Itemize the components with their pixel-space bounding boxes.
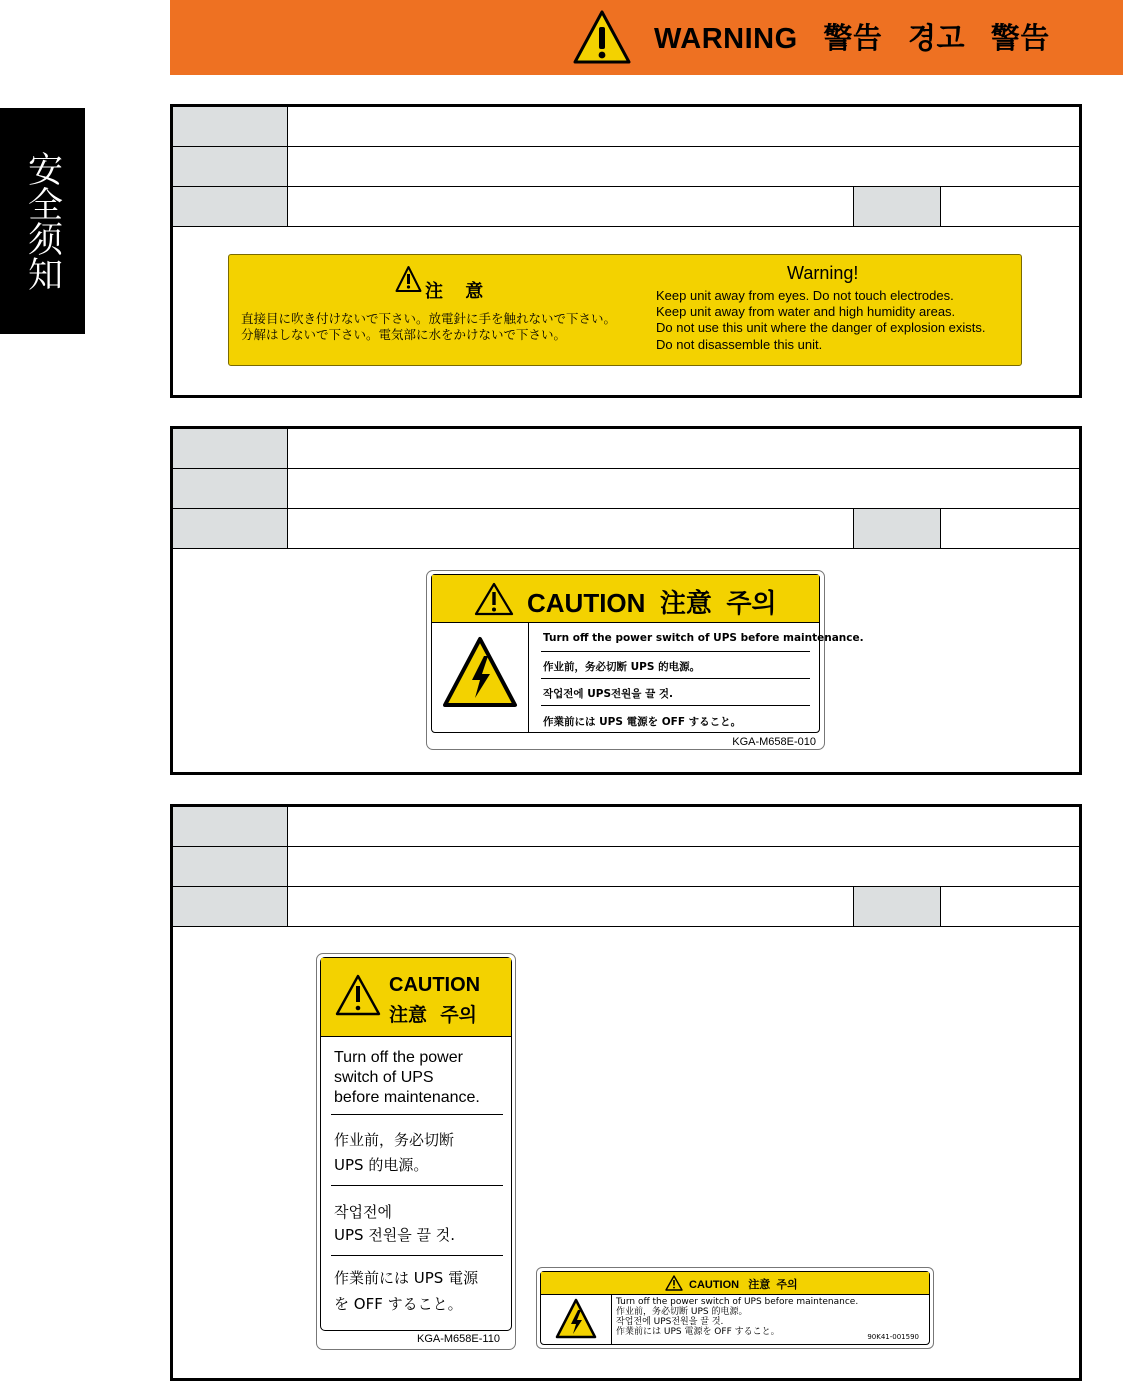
- label-text-en: Do not disassemble this unit.: [656, 337, 823, 352]
- row-label-cell: [173, 107, 288, 146]
- caution-text-jp: 作業前には UPS 電源を OFF すること。: [616, 1327, 780, 1337]
- caution-text-cn: 作业前，务必切断 UPS 的电源。: [543, 661, 701, 673]
- label-text-en: Keep unit away from water and high humidity areas.: [656, 304, 956, 319]
- label-text-en: Do not use this unit where the danger of explosion exists.: [656, 320, 986, 335]
- warning-triangle-icon: [335, 974, 381, 1016]
- caution-title: CAUTION 注意 주의: [527, 588, 777, 618]
- row-label-cell: [173, 509, 288, 548]
- warning-label-yellow: [228, 254, 1022, 366]
- label-part-number: KGA-M658E-010: [732, 736, 816, 748]
- section-tab: 安全须知: [0, 108, 85, 334]
- row-label-cell: [173, 429, 288, 468]
- warning-triangle-icon: [665, 1275, 683, 1291]
- caution-text-cn: 作业前，务必切断: [334, 1131, 455, 1149]
- banner-title: WARNING 警告 경고 警告: [654, 23, 1050, 55]
- info-row: [173, 469, 1079, 509]
- label-part-number: KGA-M658E-110: [417, 1333, 500, 1345]
- row-label-cell: [853, 187, 941, 226]
- label-text-en: Keep unit away from eyes. Do not touch electrodes.: [656, 288, 954, 303]
- row-label-cell: [173, 847, 288, 886]
- warning-triangle-icon: [395, 265, 422, 293]
- caution-text-en: switch of UPS: [334, 1069, 434, 1086]
- label-title-en: Warning!: [787, 263, 859, 283]
- caution-label-wide: [426, 570, 864, 750]
- row-label-cell: [173, 469, 288, 508]
- caution-title: CAUTION 注意 주의: [689, 1279, 798, 1291]
- info-row: [173, 807, 1079, 847]
- caution-text-cn: 作业前，务必切断 UPS 的电源。: [616, 1307, 748, 1317]
- warning-banner: [170, 0, 1123, 75]
- info-row: [173, 429, 1079, 469]
- caution-text-kr: UPS 전원을 끌 것.: [334, 1226, 456, 1244]
- caution-text-kr: 작업전에: [334, 1203, 392, 1221]
- warning-triangle-icon: [572, 9, 632, 65]
- row-label-cell: [173, 807, 288, 846]
- caution-text-kr: 작업전에 UPS전원을 끌 것.: [543, 688, 674, 700]
- caution-text-jp: 作業前には UPS 電源: [334, 1269, 479, 1287]
- electric-hazard-cell: [541, 1295, 612, 1344]
- caution-label-small: [536, 1267, 934, 1349]
- info-row: [173, 887, 1079, 927]
- caution-header: [432, 575, 819, 623]
- caution-text-en: Turn off the power switch of UPS before maintenance.: [543, 632, 864, 644]
- info-row: [173, 107, 1079, 147]
- caution-label-tall: [316, 953, 516, 1350]
- label-part-number: 90K41-001590: [867, 1333, 919, 1341]
- caution-text-kr: 작업전에 UPS전원을 끌 것.: [616, 1317, 724, 1327]
- label-text-jp: 直接目に吹き付けないで下さい。放電針に手を触れないで下さい。: [241, 311, 617, 326]
- electric-shock-icon: [555, 1298, 597, 1340]
- info-row: [173, 509, 1079, 549]
- caution-title-cjk: 注意 주의: [389, 1004, 477, 1026]
- info-row: [173, 847, 1079, 887]
- caution-text-jp: を OFF すること。: [334, 1295, 463, 1313]
- caution-text-jp: 作業前には UPS 電源を OFF すること。: [543, 716, 742, 728]
- label-text-jp: 分解はしないで下さい。電気部に水をかけないで下さい。: [241, 327, 567, 342]
- caution-header: [541, 1272, 929, 1295]
- info-row: [173, 147, 1079, 187]
- electric-shock-icon: [442, 636, 518, 708]
- caution-title-en: CAUTION: [389, 974, 481, 996]
- warning-triangle-icon: [474, 582, 514, 616]
- caution-header: [321, 958, 511, 1037]
- caution-text-en: before maintenance.: [334, 1089, 480, 1106]
- electric-hazard-cell: [432, 623, 529, 732]
- row-label-cell: [853, 887, 941, 926]
- caution-text-en: Turn off the power: [334, 1049, 463, 1066]
- caution-text-en: Turn off the power switch of UPS before maintenance.: [616, 1297, 859, 1307]
- label-title-jp: 注 意: [425, 281, 492, 302]
- info-row: [173, 187, 1079, 227]
- row-label-cell: [173, 887, 288, 926]
- caution-text-cn: UPS 的电源。: [334, 1156, 429, 1174]
- row-label-cell: [173, 147, 288, 186]
- row-label-cell: [853, 509, 941, 548]
- row-label-cell: [173, 187, 288, 226]
